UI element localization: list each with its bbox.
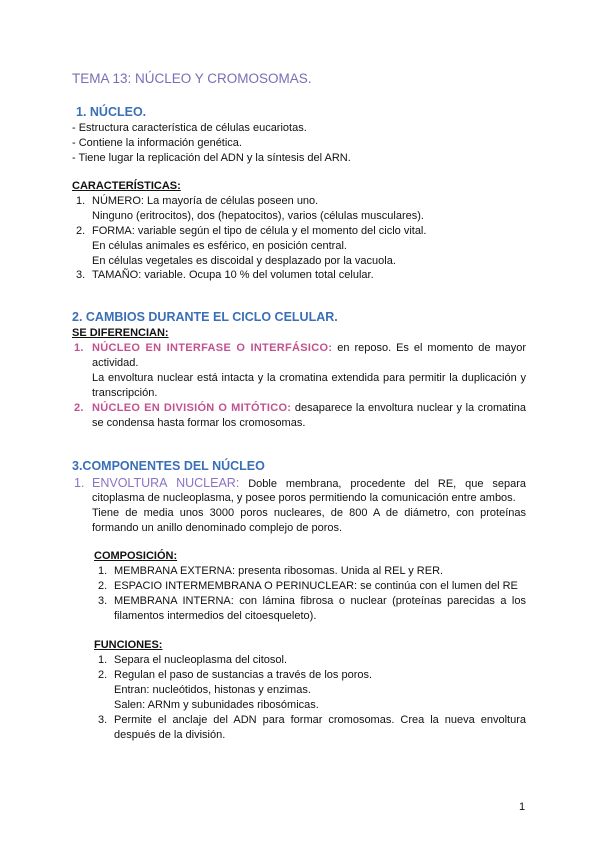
- list-item: En células vegetales es discoidal y desplazado por la vacuola.: [92, 255, 396, 267]
- list-number: 3.: [76, 269, 86, 281]
- page-number: 1: [519, 801, 526, 813]
- list-number: 2.: [98, 580, 108, 592]
- list-number: 2.: [74, 402, 84, 414]
- envelope-text: citoplasma de nucleoplasma, y posee poros permitiendo la comunicación entre ambos.: [92, 492, 516, 504]
- list-item: MEMBRANA INTERNA: con lámina fibrosa o nuclear (proteínas parecidas a los: [114, 595, 526, 607]
- section1-bullet: - Contiene la información genética.: [72, 137, 242, 149]
- envelope-text: Doble membrana, procedente del RE, que separa: [248, 478, 527, 490]
- characteristics-heading: CARACTERÍSTICAS:: [72, 180, 181, 192]
- list-number: 2.: [76, 225, 86, 237]
- list-item: Ninguno (eritrocitos), dos (hepatocitos), varios (células musculares).: [92, 210, 424, 222]
- list-item: MEMBRANA EXTERNA: presenta ribosomas. Unida al REL y RER.: [114, 565, 444, 577]
- mitotic-text: desaparece la envoltura nuclear y la cromatina: [294, 402, 527, 414]
- list-item: ESPACIO INTERMEMBRANA O PERINUCLEAR: se continúa con el lumen del RE: [114, 580, 518, 592]
- mitotic-item: [92, 401, 526, 415]
- list-item: Regulan el paso de sustancias a través de los poros.: [114, 669, 373, 681]
- composition-heading: COMPOSICIÓN:: [94, 550, 178, 562]
- list-number: 3.: [98, 595, 108, 607]
- list-item: después de la división.: [114, 729, 226, 741]
- mitotic-text: se condensa hasta formar los cromosomas.: [92, 417, 306, 429]
- section2-subheading: SE DIFERENCIAN:: [72, 327, 169, 339]
- list-item: En células animales es esférico, en posición central.: [92, 240, 347, 252]
- interphase-text: en reposo. Es el momento de mayor: [337, 342, 526, 354]
- list-item: Separa el nucleoplasma del citosol.: [114, 654, 288, 666]
- list-number: 1.: [74, 342, 84, 354]
- list-item: Entran: nucleótidos, histonas y enzimas.: [114, 684, 311, 696]
- section1-heading: 1. NÚCLEO.: [76, 105, 147, 119]
- list-item: FORMA: variable según el tipo de célula y el momento del ciclo vital.: [92, 225, 427, 237]
- interphase-label: NÚCLEO EN INTERFASE O INTERFÁSICO:: [92, 342, 333, 354]
- list-number: 1.: [98, 565, 108, 577]
- list-item: NÚMERO: La mayoría de células poseen uno.: [92, 195, 319, 207]
- list-number: 2.: [98, 669, 108, 681]
- list-item: TAMAÑO: variable. Ocupa 10 % del volumen total celular.: [92, 269, 374, 281]
- list-number: 1.: [98, 654, 108, 666]
- interphase-item: [92, 341, 526, 355]
- section1-bullet: - Tiene lugar la replicación del ADN y la síntesis del ARN.: [72, 152, 351, 164]
- envelope-text: Tiene de media unos 3000 poros nucleares, de 800 A de diámetro, con proteínas: [92, 507, 526, 519]
- interphase-text: transcripción.: [92, 387, 158, 399]
- interphase-text: La envoltura nuclear está intacta y la cromatina extendida para permitir la duplicación y: [92, 372, 526, 384]
- list-item: Permite el anclaje del ADN para formar cromosomas. Crea la nueva envoltura: [114, 714, 526, 726]
- list-number: 3.: [98, 714, 108, 726]
- page-title: TEMA 13: NÚCLEO Y CROMOSOMAS.: [72, 71, 312, 86]
- mitotic-label: NÚCLEO EN DIVISIÓN O MITÓTICO:: [92, 402, 292, 414]
- list-number: 1.: [74, 476, 85, 490]
- list-item: filamentos intermedios del citoesqueleto).: [114, 610, 317, 622]
- section1-bullet: - Estructura característica de células eucariotas.: [72, 122, 307, 134]
- section2-heading: 2. CAMBIOS DURANTE EL CICLO CELULAR.: [72, 310, 338, 324]
- list-number: 1.: [76, 195, 86, 207]
- interphase-text: actividad.: [92, 357, 139, 369]
- functions-heading: FUNCIONES:: [94, 639, 163, 651]
- section3-heading: 3.COMPONENTES DEL NÚCLEO: [72, 459, 265, 473]
- envelope-label: ENVOLTURA NUCLEAR:: [92, 476, 240, 490]
- envelope-text: formando un anillo denominado complejo de poros.: [92, 522, 343, 534]
- list-item: Salen: ARNm y subunidades ribosómicas.: [114, 699, 319, 711]
- envelope-item: [92, 476, 526, 491]
